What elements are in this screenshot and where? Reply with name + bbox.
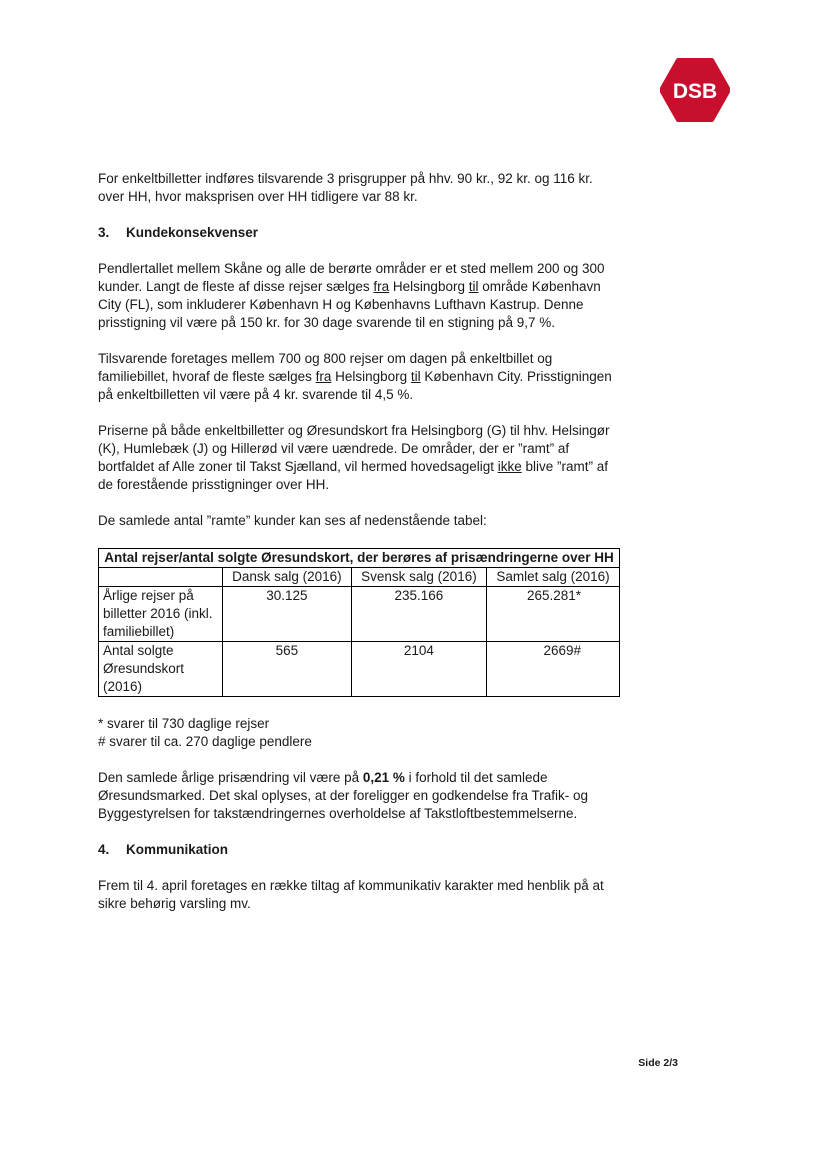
affected-customers-table: [98, 548, 620, 697]
section-number: 3.: [98, 225, 110, 240]
row-label: Årlige rejser på billetter 2016 (inkl. familiebillet): [99, 587, 223, 642]
paragraph-unchanged-prices: Priserne på både enkeltbilletter og Øresundskort fra Helsingborg (G) til hhv. Helsingør (K), Humlebæk (J) og Hillerød vil være uændrede. De områder, der er ”ramt” af bortfaldet af Alle zoner til Takst Sjælland, vil hermed hovedsageligt ikke blive ”ramt” af de forestående prisstigninger over HH.: [98, 423, 610, 492]
paragraph-commuters: Pendlertallet mellem Skåne og alle de berørte områder er et sted mellem 200 og 300 kunder. Langt de fleste af disse rejser sælges fra Helsingborg til område København City (FL), som inkluderer København H og Københavns Lufthavn Kastrup. Denne prisstigning vil være på 150 kr. for 30 dage svarende til en stigning på 9,7 %.: [98, 261, 605, 330]
table-row: [99, 642, 620, 697]
table-caption: Antal rejser/antal solgte Øresundskort, der berøres af prisændringerne over HH: [99, 549, 620, 568]
column-header: Svensk salg (2016): [351, 568, 486, 587]
footnote-asterisk: * svarer til 730 daglige rejser: [98, 716, 270, 731]
paragraph-single-trips: Tilsvarende foretages mellem 700 og 800 rejser om dagen på enkeltbillet og familiebillet, hvoraf de fleste sælges fra Helsingborg til København City. Prisstigningen på enkeltbilletten vil være på 4 kr. svarende til 4,5 %.: [98, 351, 612, 402]
page-number: Side 2/3: [638, 1057, 678, 1069]
table-cell: 235.166: [351, 587, 486, 642]
section-heading-3: [98, 224, 618, 242]
table-cell: 2669#: [487, 642, 620, 697]
table-cell: 2104: [351, 642, 486, 697]
paragraph-table-intro: De samlede antal ”ramte” kunder kan ses af nedenstående tabel:: [98, 513, 487, 528]
section-heading-4: [98, 841, 618, 859]
document-body: [98, 170, 618, 931]
table-cell: 30.125: [223, 587, 352, 642]
paragraph-total-change: Den samlede årlige prisændring vil være på 0,21 % i forhold til det samlede Øresundsmarked. Det skal oplyses, at der foreligger en godkendelse fra Trafik- og Byggestyrelsen for takstændringernes overholdelse af Takstloftbestemmelserne.: [98, 770, 588, 821]
dsb-logo: [660, 58, 730, 122]
section-title: Kundekonsekvenser: [126, 225, 259, 240]
table-row: [99, 587, 620, 642]
row-label: Antal solgte Øresundskort (2016): [99, 642, 223, 697]
column-header: Dansk salg (2016): [223, 568, 352, 587]
paragraph-communication: Frem til 4. april foretages en række tiltag af kommunikativ karakter med henblik på at sikre behørig varsling mv.: [98, 878, 604, 911]
section-title: Kommunikation: [126, 842, 229, 857]
column-header: Samlet salg (2016): [487, 568, 620, 587]
footnote-hash: # svarer til ca. 270 daglige pendlere: [98, 734, 312, 749]
section-number: 4.: [98, 842, 110, 857]
table-cell: 565: [223, 642, 352, 697]
svg-text:DSB: DSB: [672, 80, 718, 103]
table-cell: 265.281*: [487, 587, 620, 642]
table-header-row: [99, 568, 620, 587]
paragraph-single-tickets: For enkeltbilletter indføres tilsvarende 3 prisgrupper på hhv. 90 kr., 92 kr. og 116 kr. over HH, hvor maksprisen over HH tidligere var 88 kr.: [98, 171, 593, 204]
